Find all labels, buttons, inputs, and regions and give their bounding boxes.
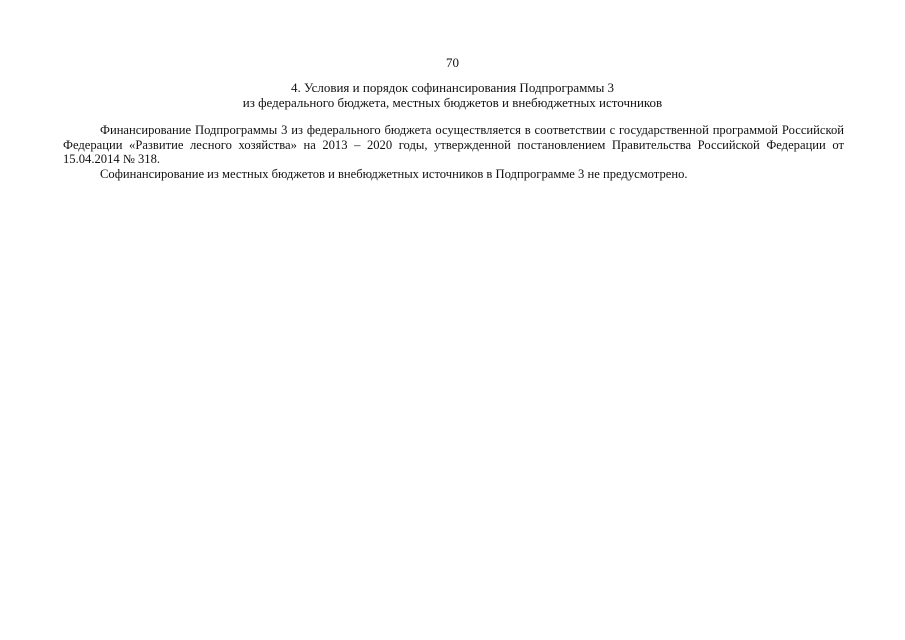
section-heading-line-2: из федерального бюджета, местных бюджетов и внебюджетных источников	[242, 95, 663, 110]
body-text	[63, 123, 844, 181]
paragraph-cofinancing: Софинансирование из местных бюджетов и внебюджетных источников в Подпрограмме 3 не предусмотрено.	[100, 166, 688, 181]
page-number: 70	[446, 55, 459, 70]
section-heading-line-1: 4. Условия и порядок софинансирования Подпрограммы 3	[290, 80, 615, 95]
section-heading	[0, 80, 905, 110]
paragraph-financing: Финансирование Подпрограммы 3 из федерального бюджета осуществляется в соответствии с государственной программой Российской Федерации «Развитие лесного хозяйства» на 2013 – 2020 годы, утвержденной постановлением Правительства Российской Федерации от 15.04.2014 № 318.	[63, 123, 844, 166]
